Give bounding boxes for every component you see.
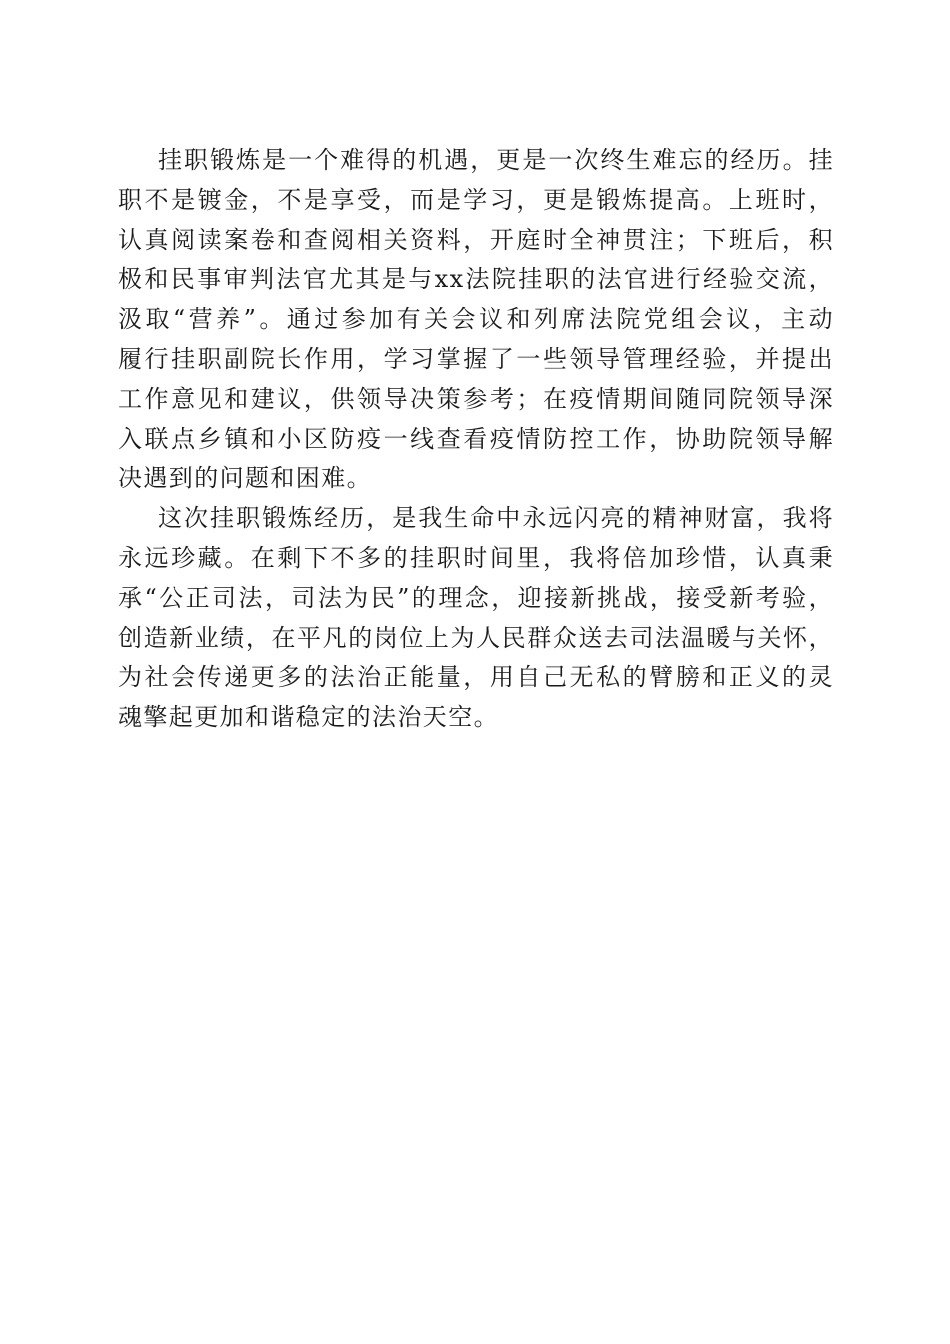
paragraph-line: 承“公正司法，司法为民”的理念，迎接新挑战，接受新考验， — [118, 583, 834, 612]
paragraph-1 — [118, 141, 834, 499]
paragraph-line: 决遇到的问题和困难。 — [118, 464, 372, 493]
paragraph-line: 挂职锻炼是一个难得的机遇，更是一次终生难忘的经历。挂 — [158, 146, 834, 174]
paragraph-line: 汲取“营养”。通过参加有关会议和列席法院党组会议，主动 — [118, 305, 834, 334]
paragraph-line: 工作意见和建议，供领导决策参考；在疫情期间随同院领导深 — [118, 384, 834, 413]
paragraph-line: 这次挂职锻炼经历，是我生命中永远闪亮的精神财富，我将 — [158, 504, 834, 533]
document-body — [118, 141, 834, 738]
paragraph-line: 为社会传递更多的法治正能量，用自己无私的臂膀和正义的灵 — [118, 663, 834, 692]
paragraph-line: 入联点乡镇和小区防疫一线查看疫情防控工作，协助院领导解 — [118, 424, 834, 453]
paragraph-2 — [118, 499, 834, 738]
paragraph-line: 认真阅读案卷和查阅相关资料，开庭时全神贯注；下班后，积 — [118, 225, 834, 254]
paragraph-line: 永远珍藏。在剩下不多的挂职时间里，我将倍加珍惜，认真秉 — [118, 543, 834, 572]
paragraph-line: 职不是镀金，不是享受，而是学习，更是锻炼提高。上班时， — [118, 185, 834, 214]
paragraph-line: 极和民事审判法官尤其是与xx法院挂职的法官进行经验交流， — [118, 265, 834, 294]
paragraph-line: 魂擎起更加和谐稳定的法治天空。 — [118, 703, 499, 732]
paragraph-line: 创造新业绩，在平凡的岗位上为人民群众送去司法温暖与关怀， — [118, 623, 834, 652]
paragraph-line: 履行挂职副院长作用，学习掌握了一些领导管理经验，并提出 — [118, 344, 834, 373]
